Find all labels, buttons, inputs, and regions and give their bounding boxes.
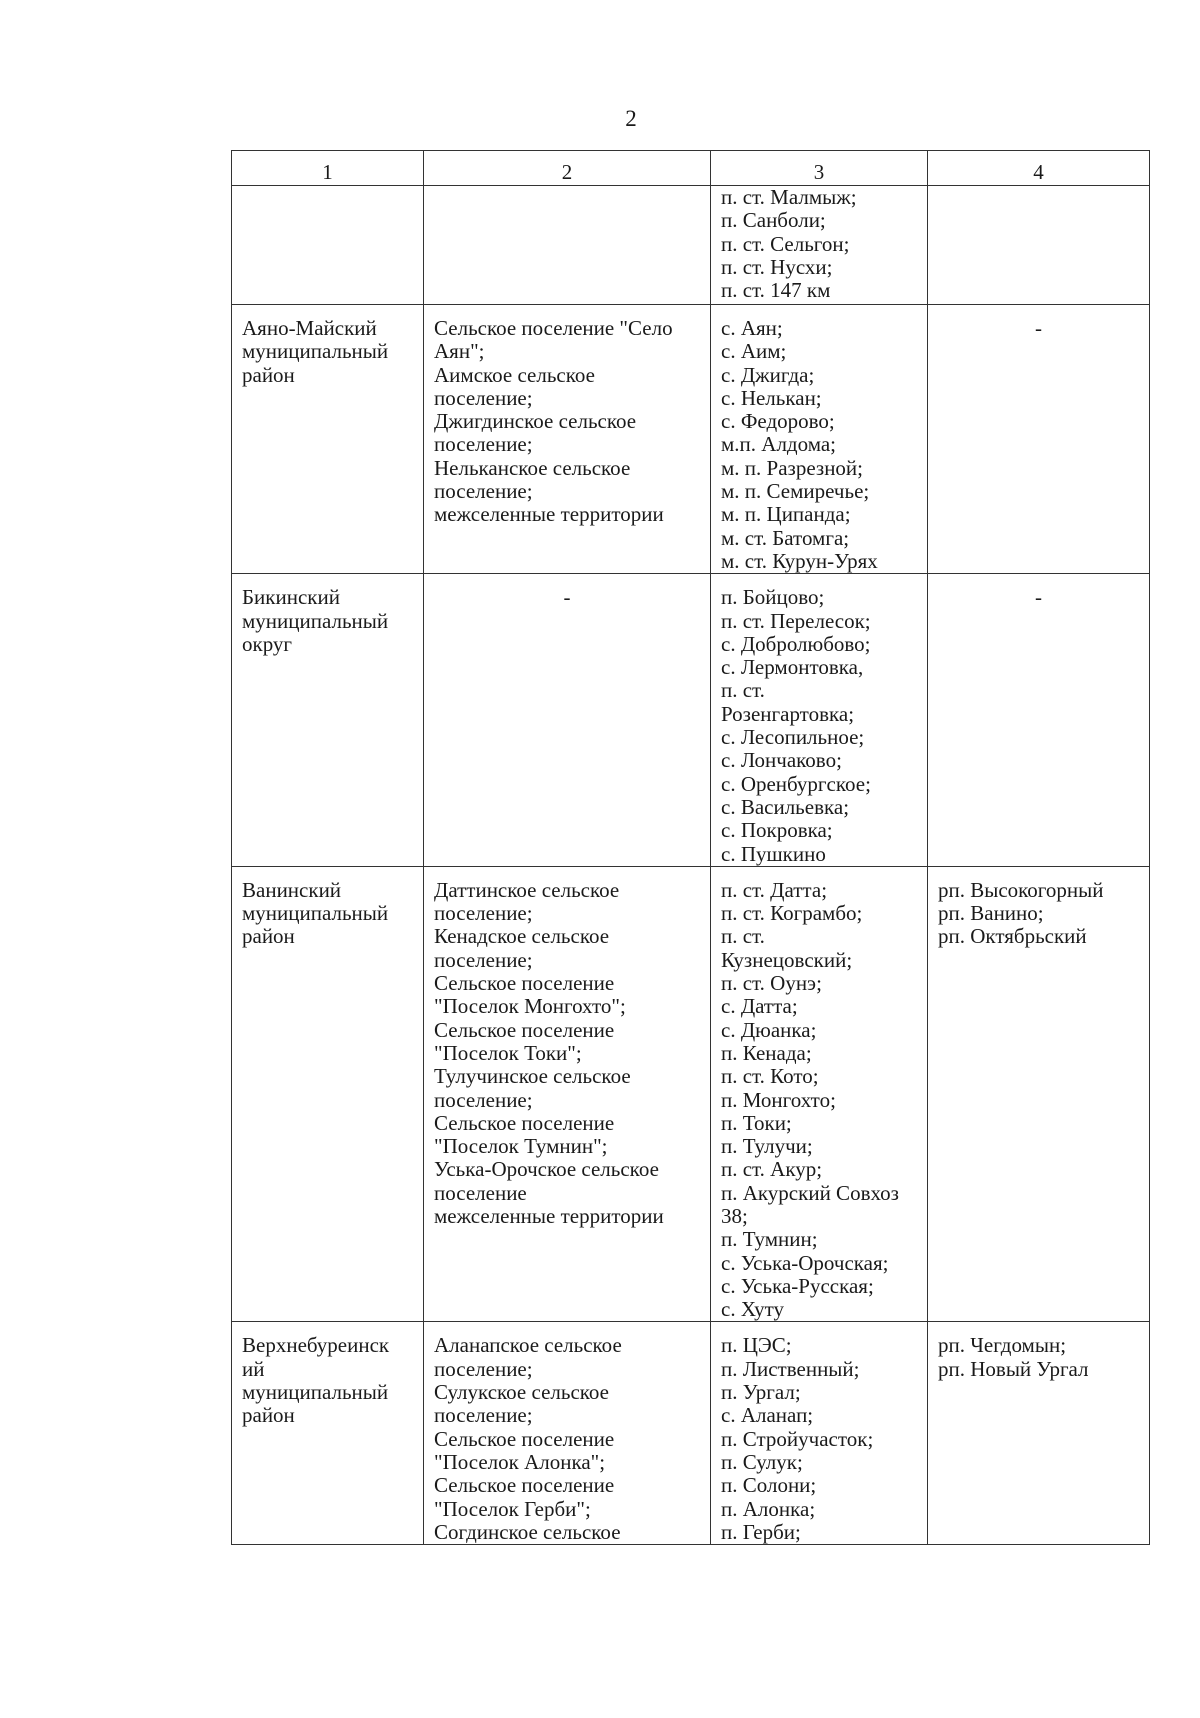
table-header-row: [232, 151, 1150, 186]
localities-cell: п. ст. Малмыж; п. Санболи; п. ст. Сельгон; п. ст. Нусхи; п. ст. 147 км: [711, 186, 928, 305]
urban-settlements-cell: рп. Чегдомын; рп. Новый Ургал: [928, 1322, 1150, 1545]
urban-settlements-cell: [928, 186, 1150, 305]
table-row: [232, 1322, 1150, 1545]
district-cell: [232, 186, 424, 305]
urban-settlements-cell: -: [928, 574, 1150, 867]
urban-settlements-cell: -: [928, 305, 1150, 574]
table-row: [232, 186, 1150, 305]
column-header: 3: [711, 151, 928, 186]
column-header: 2: [424, 151, 711, 186]
urban-settlements-cell: рп. Высокогорный рп. Ванино; рп. Октябрьский: [928, 866, 1150, 1322]
settlements-table: [231, 150, 1150, 1545]
district-cell: Ванинский муниципальный район: [232, 866, 424, 1322]
table-row: [232, 866, 1150, 1322]
localities-cell: п. ст. Датта; п. ст. Кограмбо; п. ст. Кузнецовский; п. ст. Оунэ; с. Датта; с. Дюанка; п. Кенада; п. ст. Кото; п. Монгохто; п. Токи; п. Тулучи; п. ст. Акур; п. Акурский Совхоз 38; п. Тумнин; с. Уська-Орочская; с. Уська-Русская; с. Хуту: [711, 866, 928, 1322]
localities-cell: п. ЦЭС; п. Лиственный; п. Ургал; с. Аланап; п. Стройучасток; п. Сулук; п. Солони; п. Алонка; п. Герби;: [711, 1322, 928, 1545]
table-row: [232, 574, 1150, 867]
settlements-cell: -: [424, 574, 711, 867]
settlements-cell: Аланапское сельское поселение; Сулукское сельское поселение; Сельское поселение "Поселок Алонка"; Сельское поселение "Поселок Герби"; Согдинское сельское: [424, 1322, 711, 1545]
localities-cell: с. Аян; с. Аим; с. Джигда; с. Нелькан; с. Федорово; м.п. Алдома; м. п. Разрезной; м. п. Семиречье; м. п. Ципанда; м. ст. Батомга; м. ст. Курун-Урях: [711, 305, 928, 574]
settlements-cell: Сельское поселение "Село Аян"; Аимское сельское поселение; Джигдинское сельское поселение; Нельканское сельское поселение; межселенные территории: [424, 305, 711, 574]
column-header: 1: [232, 151, 424, 186]
page-number: 2: [625, 106, 637, 131]
settlements-cell: [424, 186, 711, 305]
district-cell: Бикинский муниципальный округ: [232, 574, 424, 867]
settlements-cell: Даттинское сельское поселение; Кенадское сельское поселение; Сельское поселение "Поселок Монгохто"; Сельское поселение "Поселок Токи"; Тулучинское сельское поселение; Сельское поселение "Поселок Тумнин"; Уська-Орочское сельское поселение межселенные территории: [424, 866, 711, 1322]
district-cell: Аяно-Майский муниципальный район: [232, 305, 424, 574]
localities-cell: п. Бойцово; п. ст. Перелесок; с. Добролюбово; с. Лермонтовка, п. ст. Розенгартовка; с. Лесопильное; с. Лончаково; с. Оренбургское; с. Васильевка; с. Покровка; с. Пушкино: [711, 574, 928, 867]
district-cell: Верхнебуреинск ий муниципальный район: [232, 1322, 424, 1545]
column-header: 4: [928, 151, 1150, 186]
table-row: [232, 305, 1150, 574]
